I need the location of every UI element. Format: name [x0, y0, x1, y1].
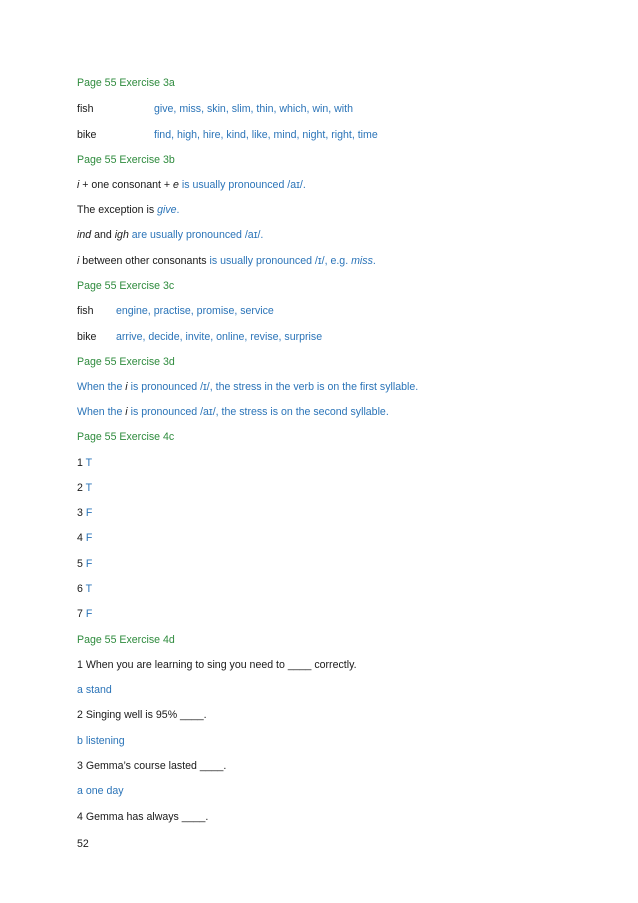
answer-item: 2 T	[77, 482, 93, 494]
heading-exercise-3a: Page 55 Exercise 3a	[77, 77, 175, 89]
row-3a-fish	[77, 102, 353, 116]
word-fish: fish	[77, 103, 94, 115]
heading-exercise-4c: Page 55 Exercise 4c	[77, 431, 175, 443]
answer-3c-bike: arrive, decide, invite, online, revise, surprise	[116, 331, 323, 343]
answer-item: 1 T	[77, 457, 93, 469]
answer-1: a stand	[77, 684, 112, 696]
row-3c-bike	[77, 330, 323, 344]
heading-exercise-3d: Page 55 Exercise 3d	[77, 356, 175, 368]
answer-3a-fish: give, miss, skin, slim, thin, which, win, with	[154, 103, 353, 115]
heading-exercise-3c: Page 55 Exercise 3c	[77, 280, 175, 292]
answer-3c-fish: engine, practise, promise, service	[116, 305, 274, 317]
word-bike: bike	[77, 129, 97, 141]
question-4: 4 Gemma has always ____.	[77, 811, 209, 823]
rule-line-4: i between other consonants is usually pronounced /ɪ/, e.g. miss.	[77, 255, 376, 267]
stress-rule-2: When the i is pronounced /aɪ/, the stress is on the second syllable.	[77, 406, 389, 418]
answer-item: 3 F	[77, 507, 93, 519]
row-3c-fish	[77, 304, 274, 318]
answer-3: a one day	[77, 785, 124, 797]
answer-3a-bike: find, high, hire, kind, like, mind, night, right, time	[154, 129, 378, 141]
question-2: 2 Singing well is 95% ____.	[77, 709, 207, 721]
rule-line-2: The exception is give.	[77, 204, 180, 216]
page-number: 52	[77, 838, 89, 850]
word-fish: fish	[77, 305, 94, 317]
question-1: 1 When you are learning to sing you need to ____ correctly.	[77, 659, 357, 671]
question-3: 3 Gemma’s course lasted ____.	[77, 760, 227, 772]
answer-item: 6 T	[77, 583, 93, 595]
answer-2: b listening	[77, 735, 125, 747]
rule-line-1: i + one consonant + e is usually pronounced /aɪ/.	[77, 179, 306, 191]
heading-exercise-3b: Page 55 Exercise 3b	[77, 154, 175, 166]
answer-item: 7 F	[77, 608, 93, 620]
rule-line-3: ind and igh are usually pronounced /aɪ/.	[77, 229, 264, 241]
word-bike: bike	[77, 331, 97, 343]
answer-item: 4 F	[77, 532, 93, 544]
stress-rule-1: When the i is pronounced /ɪ/, the stress in the verb is on the first syllable.	[77, 381, 419, 393]
row-3a-bike	[77, 128, 378, 142]
answer-item: 5 F	[77, 558, 93, 570]
heading-exercise-4d: Page 55 Exercise 4d	[77, 634, 175, 646]
